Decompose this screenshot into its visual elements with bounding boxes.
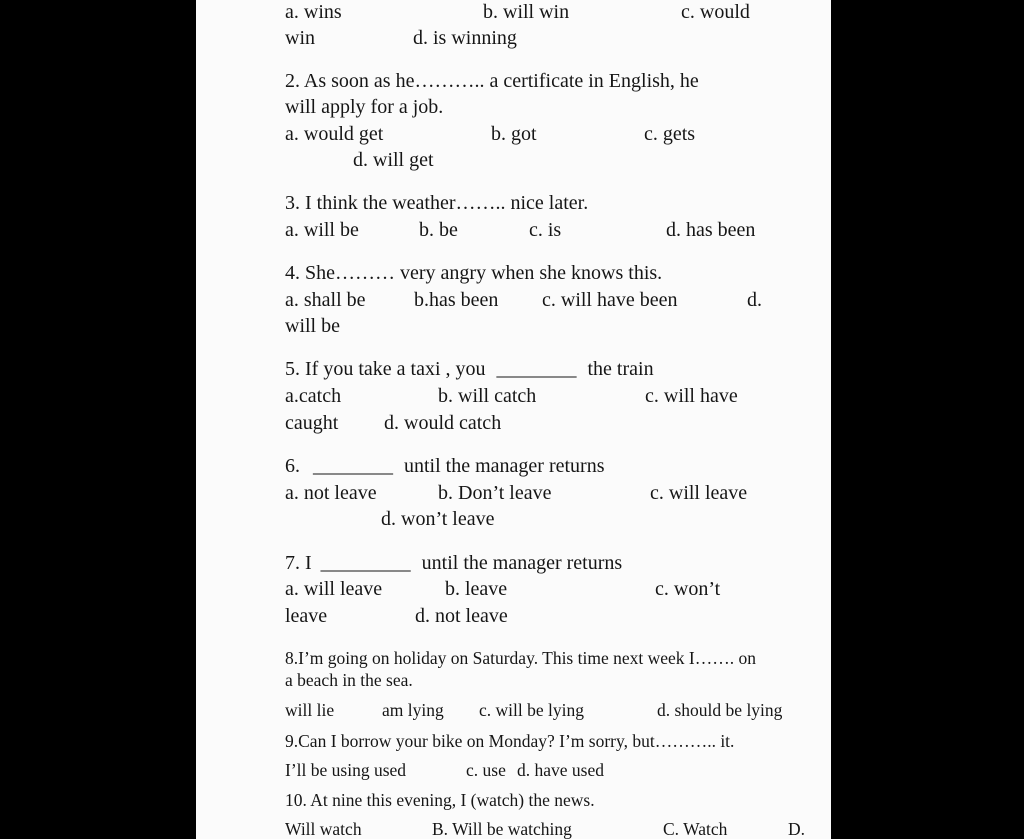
q2-option-b: b. got	[491, 123, 537, 145]
q1-option-c-continued: win	[285, 27, 315, 49]
q6-option-b: b. Don’t leave	[438, 482, 552, 504]
q3-option-a: a. will be	[285, 219, 359, 241]
q7-option-c: c. won’t	[655, 578, 721, 600]
q8-option-b: am lying	[382, 700, 444, 720]
q7-stem	[285, 551, 622, 575]
q6-stem-end: until the manager returns	[404, 455, 605, 477]
q4-option-a: a. shall be	[285, 289, 366, 311]
q2-option-d: d. will get	[353, 149, 434, 171]
q10-stem: 10. At nine this evening, I (watch) the news.	[285, 790, 595, 810]
q5-option-c-continued: caught	[285, 412, 339, 434]
q5-option-a: a.catch	[285, 385, 342, 407]
q7-option-d: d. not leave	[415, 605, 508, 627]
q6-blank: ________	[313, 455, 393, 477]
q9-stem: 9.Can I borrow your bike on Monday? I’m sorry, but……….. it.	[285, 731, 735, 751]
q5-stem-start: 5. If you take a taxi , you	[285, 358, 486, 380]
q7-option-b: b. leave	[445, 578, 508, 600]
q10-option-a: Will watch	[285, 819, 362, 839]
q8-stem-line2: a beach in the sea.	[285, 670, 413, 690]
q10-option-b: B. Will be watching	[432, 819, 572, 839]
q2-stem-line1: 2. As soon as he……….. a certificate in English, he	[285, 70, 699, 92]
q3-option-c: c. is	[529, 219, 562, 241]
q8-option-a: will lie	[285, 700, 335, 720]
q9-option-c: c. use	[466, 760, 506, 780]
q1-option-b: b. will win	[483, 1, 570, 23]
q5-blank: ________	[496, 358, 577, 380]
q6-stem	[285, 454, 605, 478]
q8-option-c: c. will be lying	[479, 700, 584, 720]
q10-option-d: D.	[788, 819, 806, 839]
q1-option-c: c. would	[681, 1, 750, 23]
q8-stem-line1: 8.I’m going on holiday on Saturday. This time next week I……. on	[285, 648, 756, 668]
q3-stem: 3. I think the weather…….. nice later.	[285, 192, 589, 214]
q9-option-a: I’ll be using used	[285, 760, 407, 780]
q5-option-d: d. would catch	[384, 412, 502, 434]
q5-stem-end: the train	[587, 358, 654, 380]
q5-option-c: c. will have	[645, 385, 738, 407]
q3-option-d: d. has been	[666, 219, 756, 241]
q3-option-b: b. be	[419, 219, 458, 241]
q4-option-d: d.	[747, 289, 762, 311]
q6-stem-start: 6.	[285, 455, 300, 477]
q1-option-d: d. is winning	[413, 27, 517, 49]
worksheet-page	[196, 0, 831, 839]
q4-option-c: c. will have been	[542, 289, 678, 311]
q10-option-c: C. Watch	[663, 819, 728, 839]
q5-stem	[285, 357, 654, 381]
q6-option-a: a. not leave	[285, 482, 377, 504]
q8-option-d: d. should be lying	[657, 700, 783, 720]
q7-option-a: a. will leave	[285, 578, 383, 600]
q1-option-a: a. wins	[285, 1, 342, 23]
q2-option-c: c. gets	[644, 123, 696, 145]
q4-option-b: b.has been	[414, 289, 499, 311]
q7-stem-end: until the manager returns	[421, 552, 623, 574]
q4-stem: 4. She……… very angry when she knows this.	[285, 262, 663, 284]
q6-option-d: d. won’t leave	[381, 508, 495, 530]
q4-option-d-continued: will be	[285, 315, 340, 337]
q6-option-c: c. will leave	[650, 482, 748, 504]
q7-stem-start: 7. I	[285, 552, 312, 574]
q2-stem-line2: will apply for a job.	[285, 96, 444, 118]
q2-option-a: a. would get	[285, 123, 384, 145]
q7-option-c-continued: leave	[285, 605, 328, 627]
q7-blank: _________	[320, 552, 411, 574]
q5-option-b: b. will catch	[438, 385, 537, 407]
q9-option-d: d. have used	[517, 760, 604, 780]
